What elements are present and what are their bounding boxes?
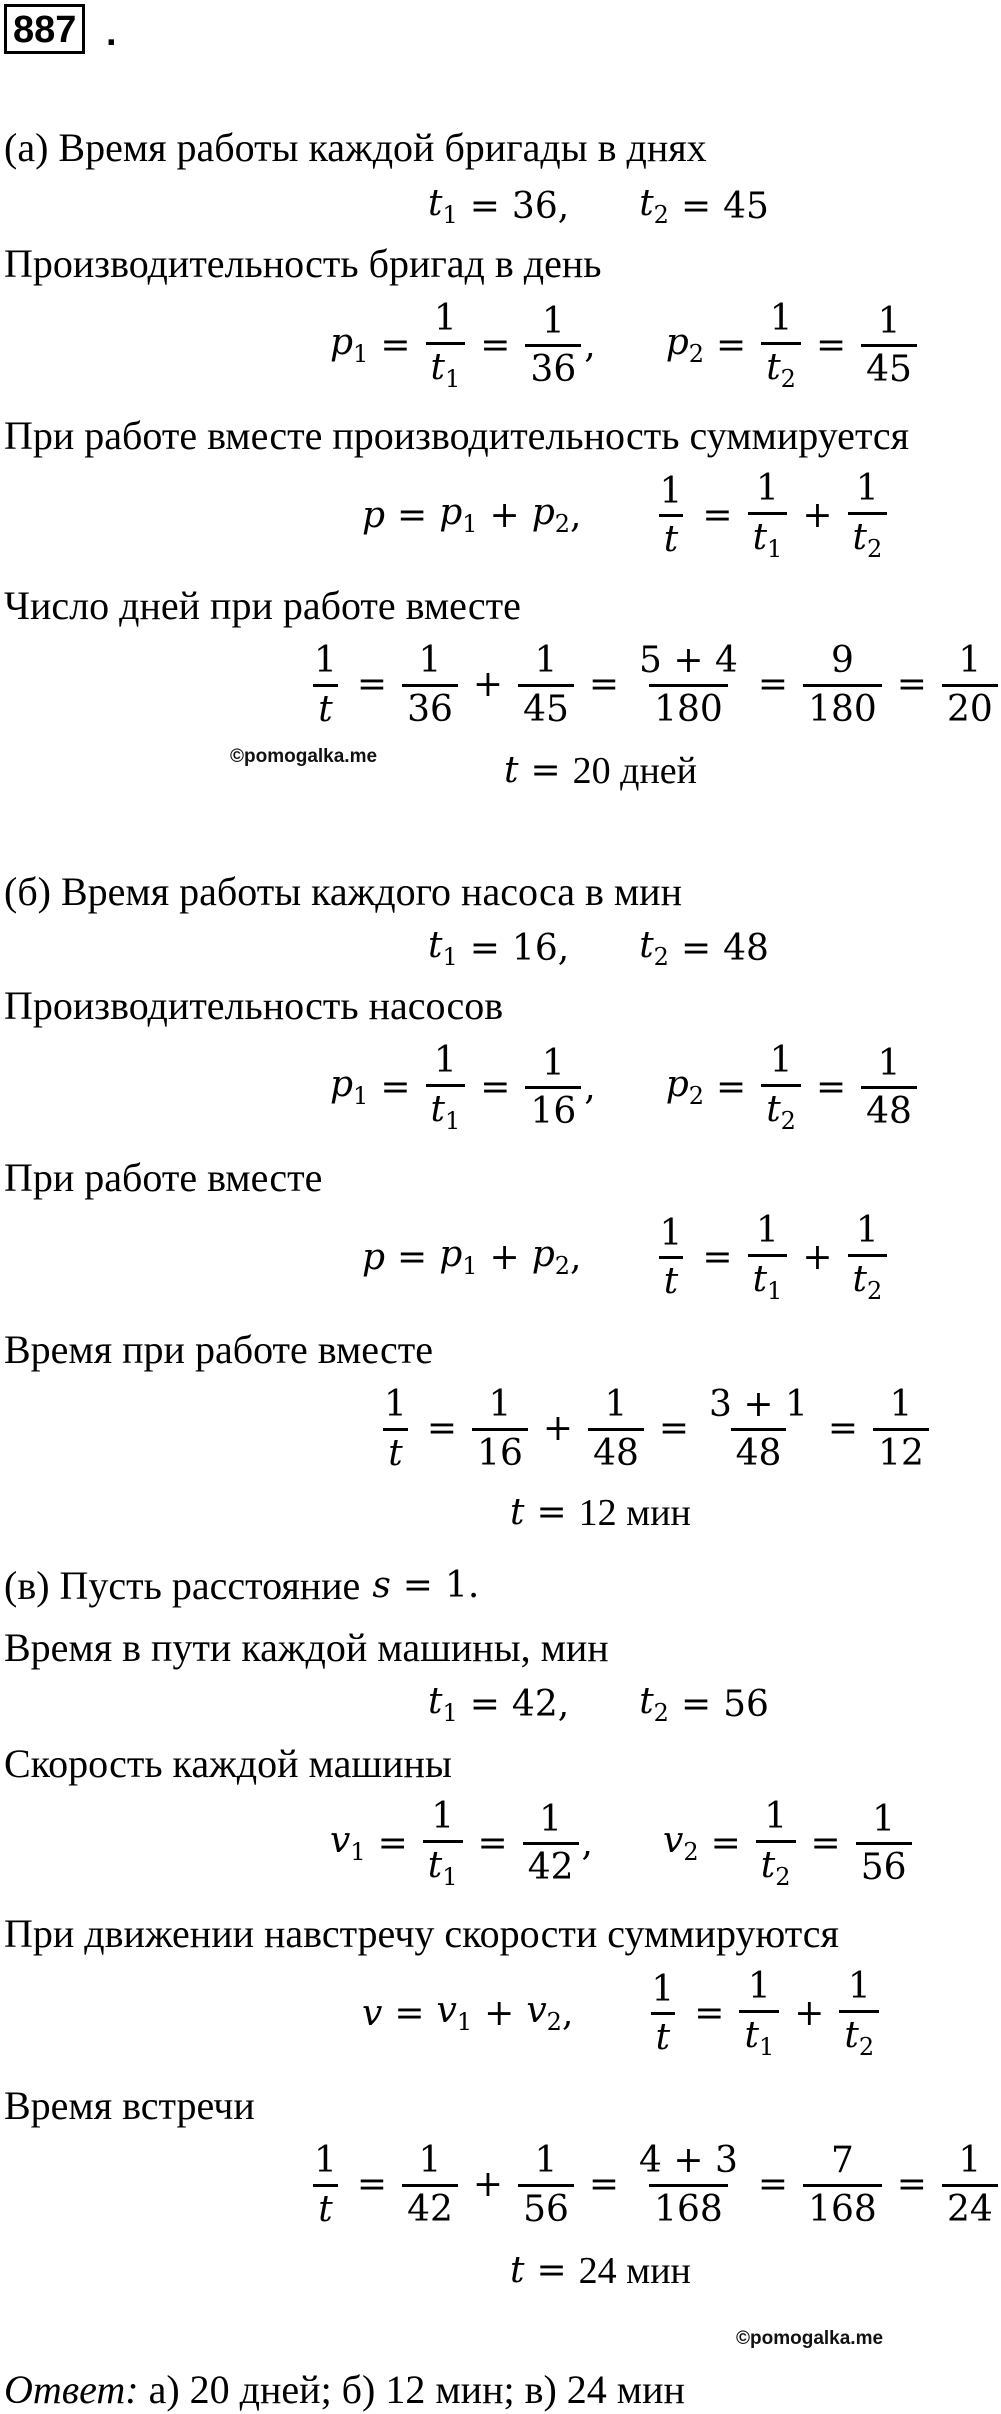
part-a-together-label: При работе вместе производительность суммируется — [4, 413, 910, 458]
part-a-prod-label: Производительность бригад в день — [4, 241, 602, 286]
part-b-time-label: Время при работе вместе — [4, 1327, 434, 1372]
part-a-result: t = 20 дней — [504, 750, 698, 792]
part-c-intro-line: (в) Пусть расстояние s = 1 . — [4, 1563, 480, 1608]
part-c-towards-label: При движении навстречу скорости суммируются — [4, 1911, 839, 1956]
part-a-times: $t_1$ = 36 , $t_2$ = 45 — [428, 183, 769, 229]
problem-number-dot: . — [106, 12, 117, 54]
part-c-times: $t_1$ = 42 , $t_2$ = 56 — [428, 1681, 769, 1727]
answer-label: Ответ: — [4, 2367, 139, 2412]
part-b-sum-formula: p = $p_1$ + $p_2$ , $\frac{1}{t}$ = $\frac{1}{t_1}$ + $\frac{1}{t_2}$ — [362, 1212, 890, 1304]
watermark-top: ©pomogalka.me — [230, 746, 378, 767]
problem-number: 887 — [4, 4, 85, 54]
part-c-result: t = 24 мин — [510, 2250, 691, 2292]
part-b-result: t = 12 мин — [510, 1492, 691, 1534]
part-b-intro: (б) Время работы каждого насоса в мин — [4, 869, 682, 914]
part-b-together-label: При работе вместе — [4, 1155, 323, 1200]
part-c-intro: (в) Пусть расстояние — [4, 1563, 361, 1608]
part-c-travel-label: Время в пути каждой машины, мин — [4, 1625, 609, 1670]
part-b-times: $t_1$ = 16 , $t_2$ = 48 — [428, 925, 769, 971]
part-c-speed-eq: $v_1$ = $\frac{1}{t_1}$ = $\frac{1}{42}$ , $v_2$ = $\frac{1}{t_2}$ = $\frac{1}{56}$ — [330, 1798, 915, 1890]
answer-line — [4, 2367, 685, 2412]
part-a-sum-formula: p = $p_1$ + $p_2$ , $\frac{1}{t}$ = $\frac{1}{t_1}$ + $\frac{1}{t_2}$ — [362, 470, 890, 562]
part-a-days-label: Число дней при работе вместе — [4, 583, 521, 628]
part-c-speed-label: Скорость каждой машины — [4, 1741, 452, 1786]
part-a-intro: (а) Время работы каждой бригады в днях — [4, 125, 707, 170]
answer-text: а) 20 дней; б) 12 мин; в) 24 мин — [148, 2367, 685, 2412]
watermark-bottom: ©pomogalka.me — [736, 2328, 884, 2349]
part-b-calc: $\frac{1}{t}$ = $\frac{1}{16}$ + $\frac{1}{48}$ = $\frac{3 + 1}{48}$ = $\frac{1}{12}$ — [376, 1386, 932, 1473]
part-c-meet-label: Время встречи — [4, 2083, 255, 2128]
part-c-sum-formula: v = $v_1$ + $v_2$ , $\frac{1}{t}$ = $\frac{1}{t_1}$ + $\frac{1}{t_2}$ — [362, 1968, 882, 2060]
part-a-calc: $\frac{1}{t}$ = $\frac{1}{36}$ + $\frac{1}{45}$ = $\frac{5 + 4}{180}$ = $\frac{9}{180}$ = $\frac{1}{20}$ — [306, 642, 1001, 729]
part-a-prod-eq: $p_1$ = $\frac{1}{t_1}$ = $\frac{1}{36}$ , $p_2$ = $\frac{1}{t_2}$ = $\frac{1}{45}$ — [330, 300, 920, 392]
part-b-prod-label: Производительность насосов — [4, 983, 504, 1028]
part-b-prod-eq: $p_1$ = $\frac{1}{t_1}$ = $\frac{1}{16}$ , $p_2$ = $\frac{1}{t_2}$ = $\frac{1}{48}$ — [330, 1042, 920, 1134]
part-c-calc: $\frac{1}{t}$ = $\frac{1}{42}$ + $\frac{1}{56}$ = $\frac{4 + 3}{168}$ = $\frac{7}{168}$ = $\frac{1}{24}$ — [306, 2142, 1001, 2229]
